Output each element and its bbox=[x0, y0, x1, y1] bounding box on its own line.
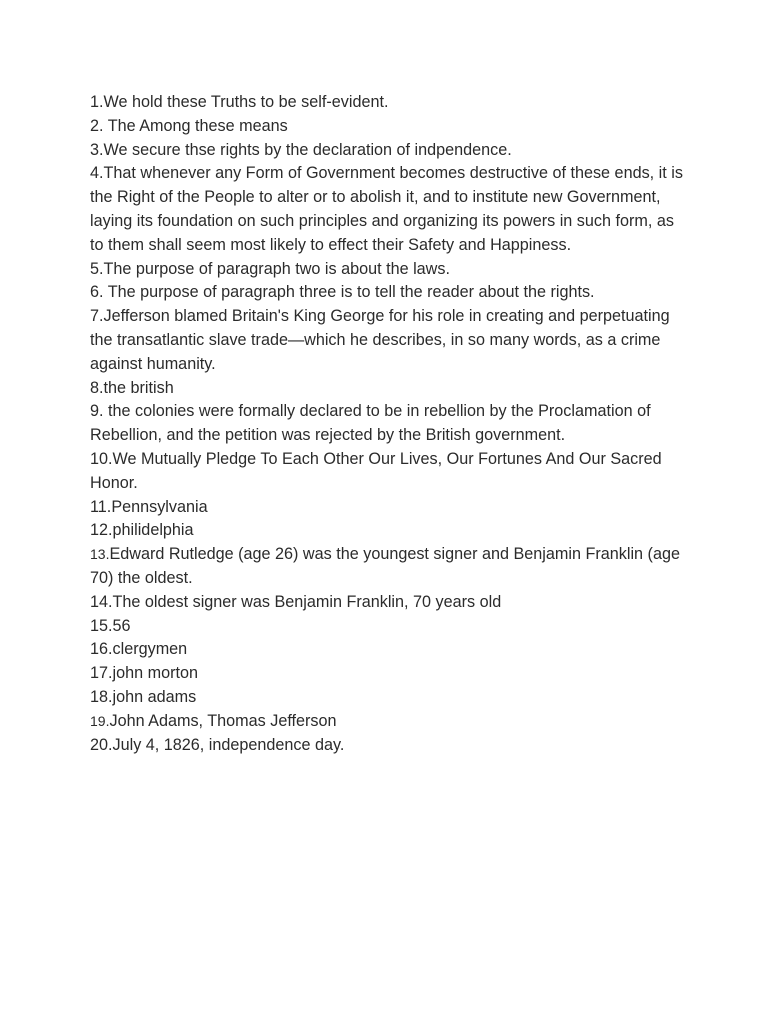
answer-number: 9. bbox=[90, 402, 104, 421]
answer-text: The purpose of paragraph three is to tell the reader about the rights. bbox=[103, 283, 595, 302]
answer-4 bbox=[90, 162, 690, 257]
answer-text: clergymen bbox=[112, 640, 188, 659]
answer-7 bbox=[90, 305, 690, 376]
answer-number: 1. bbox=[90, 93, 104, 111]
answer-9 bbox=[90, 400, 690, 448]
answer-number: 13. bbox=[90, 546, 110, 563]
answer-13 bbox=[90, 543, 690, 591]
answer-20 bbox=[90, 734, 690, 758]
answer-number: 11. bbox=[90, 497, 112, 516]
answer-number: 14. bbox=[90, 592, 113, 611]
answer-17 bbox=[90, 662, 690, 686]
answer-number: 8. bbox=[90, 378, 104, 397]
answer-5 bbox=[90, 258, 690, 282]
answer-number: 2. bbox=[90, 116, 104, 135]
answer-text: The Among these means bbox=[103, 116, 288, 135]
answer-number: 12. bbox=[90, 521, 113, 540]
answer-number: 19. bbox=[90, 712, 110, 729]
answer-text: the colonies were formally declared to be in rebellion by the Proclamation of Rebellion, and the petition was rejected by the British government. bbox=[90, 402, 651, 445]
answer-10 bbox=[90, 448, 690, 496]
answer-8 bbox=[90, 377, 690, 401]
answer-text: john adams bbox=[112, 687, 197, 706]
answer-number: 6. bbox=[90, 283, 104, 302]
answer-number: 17. bbox=[90, 664, 113, 683]
answer-number: 16. bbox=[90, 640, 113, 659]
answer-text: the british bbox=[103, 378, 174, 397]
answer-number: 18. bbox=[90, 687, 113, 706]
answer-text: John Adams, Thomas Jefferson bbox=[109, 711, 337, 730]
answer-text: The oldest signer was Benjamin Franklin, 70 years old bbox=[112, 592, 502, 611]
answer-text: Pennsylvania bbox=[111, 497, 208, 516]
answer-text: We Mutually Pledge To Each Other Our Lives, Our Fortunes And Our Sacred Honor. bbox=[90, 449, 662, 492]
answer-text: July 4, 1826, independence day. bbox=[112, 735, 345, 754]
answer-1 bbox=[90, 91, 690, 115]
answer-18 bbox=[90, 686, 690, 710]
answer-text: We secure thse rights by the declaration of indpendence. bbox=[103, 140, 512, 159]
answer-text: Jefferson blamed Britain's King George for his role in creating and perpetuating the transatlantic slave trade—which he describes, in so many words, as a crime against humanity. bbox=[90, 307, 670, 373]
answer-text: Edward Rutledge (age 26) was the youngest signer and Benjamin Franklin (age 70) the oldest. bbox=[90, 545, 680, 587]
answer-text: 56 bbox=[112, 616, 131, 635]
answer-number: 20. bbox=[90, 735, 113, 754]
answer-11 bbox=[90, 496, 690, 520]
answer-14 bbox=[90, 591, 690, 615]
answer-number: 4. bbox=[90, 164, 104, 183]
answer-text: The purpose of paragraph two is about the laws. bbox=[103, 259, 450, 278]
answer-number: 7. bbox=[90, 307, 104, 326]
answer-19 bbox=[90, 710, 690, 734]
answer-text: That whenever any Form of Government becomes destructive of these ends, it is the Right of the People to alter or to abolish it, and to institute new Government, laying its foundation on such principles and organizing its powers in such form, as to them shall seem most likely to effect their Safety and Happiness. bbox=[90, 164, 683, 254]
answer-2 bbox=[90, 115, 690, 139]
answer-6 bbox=[90, 281, 690, 305]
answer-3 bbox=[90, 139, 690, 163]
answer-15 bbox=[90, 615, 690, 639]
answer-number: 10. bbox=[90, 449, 113, 468]
answer-text: philidelphia bbox=[112, 521, 194, 540]
answer-number: 5. bbox=[90, 259, 104, 278]
answer-12 bbox=[90, 519, 690, 543]
answer-16 bbox=[90, 638, 690, 662]
answer-number: 3. bbox=[90, 140, 104, 159]
answer-number: 15. bbox=[90, 616, 113, 635]
answer-text: john morton bbox=[112, 664, 198, 683]
answer-sheet bbox=[90, 91, 690, 757]
answer-text: We hold these Truths to be self-evident. bbox=[103, 93, 389, 111]
